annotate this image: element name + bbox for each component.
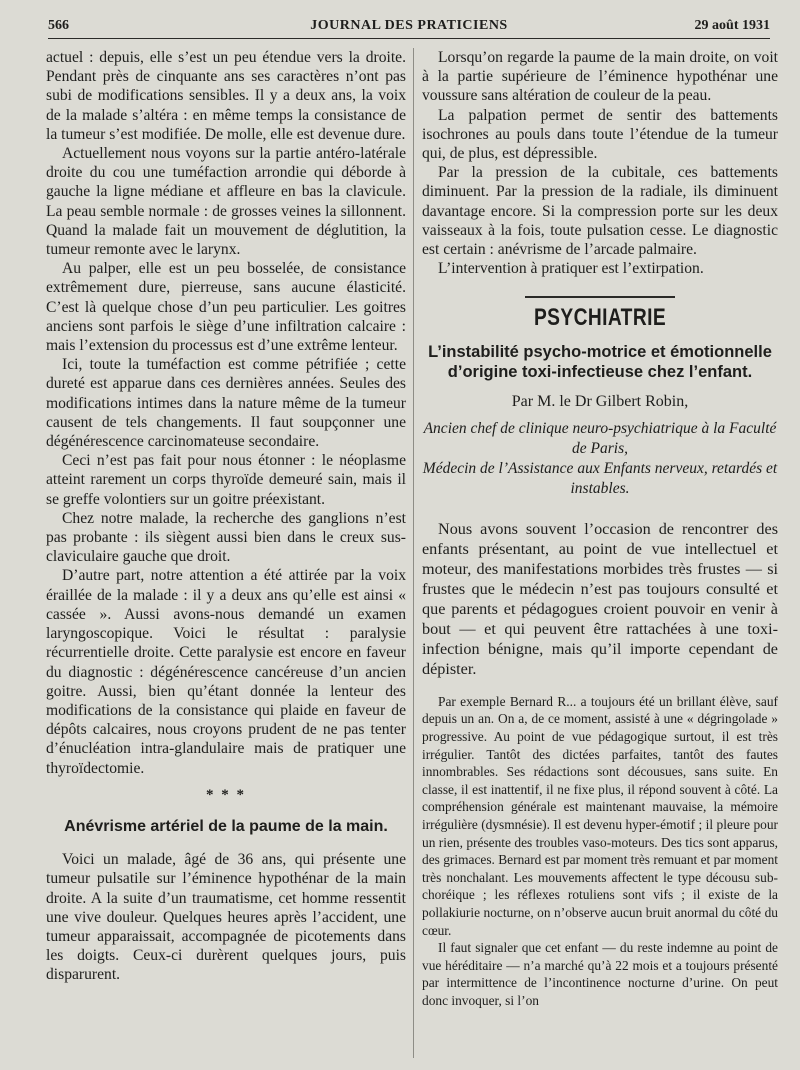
paragraph: Par la pression de la cubitale, ces battements diminuent. Par la pression de la radiale, ils diminuent davantage encore. Si la compression porte sur les deux vaisseaux à la fois, toute pulsation cesse. Le diagnostic est certain : anévrisme de l’arcade palmaire.	[422, 164, 778, 259]
paragraph: Ici, toute la tuméfaction est comme pétrifiée ; cette dureté est apparue dans ces dernières années. Seules des modifications intimes dans la nature même de la tumeur causent de tels changements. Il faut soupçonner une dégénérescence carcinomateuse secondaire.	[46, 356, 406, 451]
paragraph: actuel : depuis, elle s’est un peu étendue vers la droite. Pendant près de cinquante ans ses caractères n’ont pas subi de modifications sensibles. Il y a deux ans, la voix de la malade s’altéra : en même temps la consistance de la tumeur s’est modifiée. De molle, elle est devenue dure.	[46, 49, 406, 143]
paragraph: Par exemple Bernard R... a toujours été un brillant élève, sauf depuis un an. On a, de ce moment, assisté à une « dégringolade » progressive. Au point de vue pédagogique surtout, il est très irrégulier. Tantôt des dictées parfaites, tantôt des fautes innombrables. Ses rédactions sont décousues, sans suite. En classe, il est inattentif, il ne fixe plus, il répond souvent à côté. La compréhension générale est maintenant mauvaise, la mémoire irrégulière (dysmnésie). Il est devenu hyper-émotif ; il pleure pour un rien, présente des troubles vaso-moteurs. Des tics sont apparus, des grimaces. Bernard est par moment très remuant et par moment très nonchalant. Les mouvements affectent le type décousu sub-choréique ; les réflexes rotuliens sont vifs ; il existe de la pollakiurie nocturne, on n’observe aucun bruit anormal du côté du cœur.	[422, 693, 778, 938]
section-rule	[525, 296, 675, 298]
issue-date: 29 août 1931	[694, 18, 770, 33]
page-number: 566	[48, 18, 69, 33]
article-author: Par M. le Dr Gilbert Robin,	[511, 392, 689, 410]
paragraph: Il faut signaler que cet enfant — du reste indemne au point de vue héréditaire — n’a marché qu’à 22 mois et a toujours présenté par intermittence de l’incontinence nocturne d’urine. On peut donc invoquer, si l’on	[422, 940, 778, 1008]
article-title: L’instabilité psycho-motrice et émotionnelle d’origine toxi-infectieuse chez l’enfant.	[428, 342, 772, 381]
right-column	[422, 48, 778, 1010]
left-column	[46, 48, 406, 985]
paragraph: Ceci n’est pas fait pour nous étonner : le néoplasme atteint rarement un corps thyroïde demeuré sain, mais il se greffe volontiers sur un goitre préexistant.	[46, 452, 406, 508]
paragraph: L’intervention à pratiquer est l’extirpation.	[438, 260, 704, 278]
case-report	[422, 693, 778, 1010]
column-divider	[413, 48, 414, 1058]
section-separator: * * *	[206, 786, 246, 803]
paragraph: Actuellement nous voyons sur la partie antéro-latérale droite du cou une tuméfaction arrondie qui déborde à gauche la ligne médiane et affleure en bas la clavicule. La peau semble normale : de grosses veines la sillonnent. Quand la malade fait un mouvement de déglutition, la tumeur remonte avec le larynx.	[46, 145, 406, 259]
journal-title: JOURNAL DES PRATICIENS	[310, 18, 508, 33]
lead-paragraph: Nous avons souvent l’occasion de rencontrer des enfants présentant, au point de vue intellectuel et moteur, des manifestations morbides très frustes — si frustes que le médecin n’est pas toujours consulté et que parents et pédagogues croient pouvoir en venir à bout — et qui peuvent être rattachées à une toxi-infection bénigne, mais qu’il importe cependant de dépister.	[422, 519, 778, 678]
author-affiliation: Médecin de l’Assistance aux Enfants nerveux, retardés et instables.	[422, 459, 778, 497]
paragraph: D’autre part, notre attention a été attirée par la voix éraillée de la malade : il y a deux ans qu’elle est ainsi « cassée ». Aussi avons-nous demandé un examen laryngoscopique. Voici le résultat : paralysie récurrentielle droite. Cette paralysie est encore en faveur du diagnostic : dégénérescence cancéreuse d’un ancien goitre. Aussi, bien qu’étant donnée la lenteur des modifications de la consistance qui plaide en faveur de dépôts calcaires, nous croyons prudent de ne pas tenter d’énucléation intra-glandulaire mais de pratiquer une thyroïdectomie.	[46, 567, 406, 777]
paragraph: Chez notre malade, la recherche des ganglions n’est pas probante : ils siègent aussi bien dans le creux sus-claviculaire gauche que droit.	[46, 509, 406, 566]
paragraph: La palpation permet de sentir des battements isochrones au pouls dans toute l’étendue de la tumeur qui, de plus, est dépressible.	[422, 106, 778, 163]
paragraph: Au palper, elle est un peu bosselée, de consistance extrêmement dure, pierreuse, sans aucune élasticité. C’est là quelque chose d’un peu particulier. Les goitres anciens sont parfois le siège d’une infiltration calcaire : mais l’extension du processus est d’une extrême lenteur.	[46, 260, 406, 355]
section-title: PSYCHIATRIE	[533, 304, 667, 332]
subheading: Anévrisme artériel de la paume de la main.	[64, 817, 388, 835]
running-header	[48, 14, 770, 39]
author-affiliation: Ancien chef de clinique neuro-psychiatrique à la Faculté de Paris,	[423, 419, 777, 457]
paragraph: Voici un malade, âgé de 36 ans, qui présente une tumeur pulsatile sur l’éminence hypothénar de la main droite. A la suite d’un traumatisme, cet homme ressentit une vive douleur. Quelques heures après l’accident, une tumeur apparaissait, accompagnée de picotements dans les doigts. Ceux-ci durèrent quelques jours, puis disparurent.	[46, 851, 406, 984]
paragraph: Lorsqu’on regarde la paume de la main droite, on voit à la partie supérieure de l’éminence hypothénar une voussure sans altération de couleur de la peau.	[422, 49, 778, 105]
